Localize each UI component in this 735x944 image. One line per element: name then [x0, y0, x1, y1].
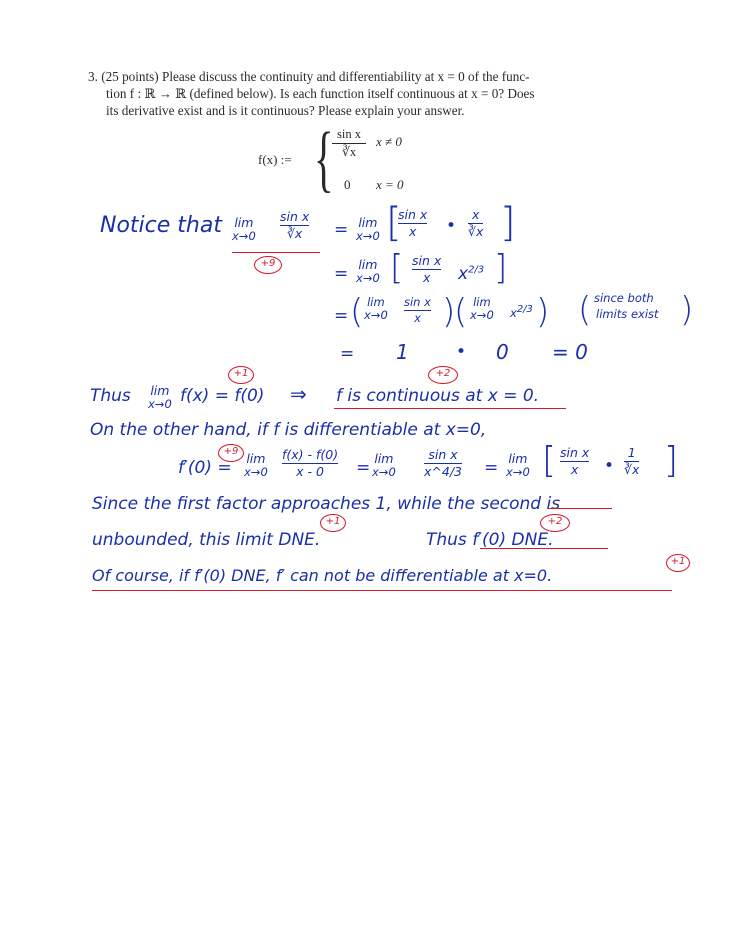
frac-1-cbrtx [624, 446, 639, 477]
problem-statement [88, 68, 628, 119]
numerator: sin x [280, 209, 310, 224]
lim-word: lim [358, 257, 378, 272]
other-hand-text: On the other hand, if f is differentiable at x=0, [90, 420, 487, 440]
lim-word: lim [358, 215, 378, 230]
lim-3 [356, 258, 380, 285]
numerator: sin x [560, 445, 590, 460]
notice-that-text: Notice that [100, 213, 222, 238]
lim-word: lim [234, 215, 254, 230]
equals-6: = [484, 458, 499, 478]
f-is-continuous-text: f is continuous at x = 0. [336, 386, 540, 406]
implies-arrow: ⇒ [290, 382, 307, 406]
denominator: x^4/3 [424, 464, 462, 479]
frac-sinx-x43 [424, 448, 462, 479]
equals-3: = [334, 306, 349, 326]
frac-x-cbrtx [468, 208, 483, 239]
since-first-text: Since the first factor approaches 1, while the second is [92, 494, 561, 514]
thus-fprime-dne-text: Thus f′(0) DNE. [426, 530, 554, 550]
numerator: f(x) - f(0) [282, 447, 339, 462]
lim-9: lim x→0 [506, 451, 530, 479]
equals-zero: = 0 [552, 340, 588, 364]
problem-points: (25 points) [101, 69, 159, 84]
frac-sinx-x [398, 208, 427, 239]
denominator: x [570, 462, 579, 477]
lim-6: lim x→0 [148, 383, 172, 411]
equals-5: = [356, 458, 371, 478]
numerator: sin x [428, 447, 458, 462]
frac-sinx-x-2 [412, 254, 441, 285]
limits-exist-text: limits exist [596, 307, 659, 321]
denominator: ∛x [624, 462, 640, 477]
value-one: 1 [396, 340, 409, 364]
paren-left-2: ( [454, 292, 468, 332]
paren-right-1: ) [442, 292, 456, 332]
lim-sub: x→0 [356, 229, 380, 243]
problem-text-1: Please discuss the continuity and differentiability at x = 0 of the func- [162, 69, 530, 84]
equals-1: = [334, 220, 349, 240]
of-course-text: Of course, if f′(0) DNE, f′ can not be differentiable at x=0. [92, 566, 553, 585]
bracket-right-3: ] [664, 440, 679, 481]
denominator: x [422, 270, 431, 285]
lim-sub: x→0 [232, 229, 256, 243]
red-underline-1 [232, 252, 320, 253]
case1-condition: x ≠ 0 [376, 134, 402, 149]
score-plus1-b: +1 [320, 514, 346, 532]
red-underline-4 [92, 590, 672, 591]
score-plus9-a: +9 [254, 256, 282, 274]
lim-fx-equals-f0: f(x) = f(0) [180, 386, 265, 406]
bracket-left-1: [ [386, 200, 402, 246]
numerator: x [471, 207, 480, 222]
lim-1 [232, 216, 256, 243]
score-plus2-b: +2 [540, 514, 570, 532]
thus-text: Thus [90, 386, 131, 406]
bracket-left-3: [ [542, 440, 557, 481]
dot-3: • [604, 456, 615, 476]
unbounded-text: unbounded, this limit DNE. [92, 530, 321, 550]
frac-sinx-x-3: sin x x [404, 295, 431, 325]
lim-5: lim x→0 [470, 295, 494, 322]
problem-line-2: tion f : ℝ → ℝ (defined below). Is each function itself continuous at x = 0? Does [106, 86, 535, 101]
value-zero: 0 [496, 340, 509, 364]
frac-sinx-cbrtx [280, 210, 309, 241]
score-plus1-c: +1 [666, 554, 690, 572]
score-plus2-a: +2 [428, 366, 458, 384]
case2-condition: x = 0 [376, 177, 404, 192]
problem-line-3: its derivative exist and is it continuous? Please explain your answer. [106, 103, 465, 118]
red-underline-2 [334, 408, 566, 409]
dot-2: • [456, 342, 467, 362]
numerator: 1 [627, 445, 636, 460]
numerator: sin x [398, 207, 428, 222]
function-label: f(x) := [258, 152, 292, 167]
equals-4: = [340, 344, 355, 364]
score-plus1-a: +1 [228, 366, 254, 384]
denominator: ∛x [286, 226, 303, 241]
equals-2: = [334, 264, 349, 284]
fprime-label: f′(0) = [178, 458, 232, 478]
problem-number: 3. [88, 69, 98, 84]
lim-4: lim x→0 [364, 295, 388, 322]
dot-1: • [446, 216, 457, 236]
bracket-right-2: ] [494, 248, 508, 288]
lim-sub: x→0 [356, 271, 380, 285]
x-power-two-thirds: $x^{2/3}$ [458, 264, 485, 284]
paren-note-right: ) [680, 290, 694, 330]
lim-8: lim x→0 [372, 451, 396, 479]
frac-sinx-x-4 [560, 446, 589, 477]
paren-right-2: ) [536, 292, 550, 332]
denominator: x - 0 [296, 464, 324, 479]
score-plus9-b: +9 [218, 444, 244, 462]
bracket-right-1: ] [500, 200, 516, 246]
case1-denominator: ∛x [341, 145, 357, 159]
numerator: sin x [412, 253, 442, 268]
case2-value: 0 [344, 177, 351, 192]
red-underline-3 [480, 548, 608, 549]
denominator: x [408, 224, 417, 239]
denominator: ∛x [468, 224, 484, 239]
paren-note-left: ( [578, 290, 592, 330]
case1-numerator: sin x [337, 127, 361, 141]
strike-second [548, 508, 612, 509]
bracket-left-2: [ [390, 248, 404, 288]
lim-7: lim x→0 [244, 451, 268, 479]
since-both-text: since both [594, 291, 654, 305]
x-power-two-thirds-2: $x^{2/3}$ [510, 304, 533, 320]
paren-left-1: ( [350, 292, 364, 332]
lim-2 [356, 216, 380, 243]
cases-brace: { [314, 118, 334, 200]
case1-fraction [332, 127, 366, 160]
problem-line-1 [88, 68, 628, 85]
difference-quotient [282, 448, 338, 479]
